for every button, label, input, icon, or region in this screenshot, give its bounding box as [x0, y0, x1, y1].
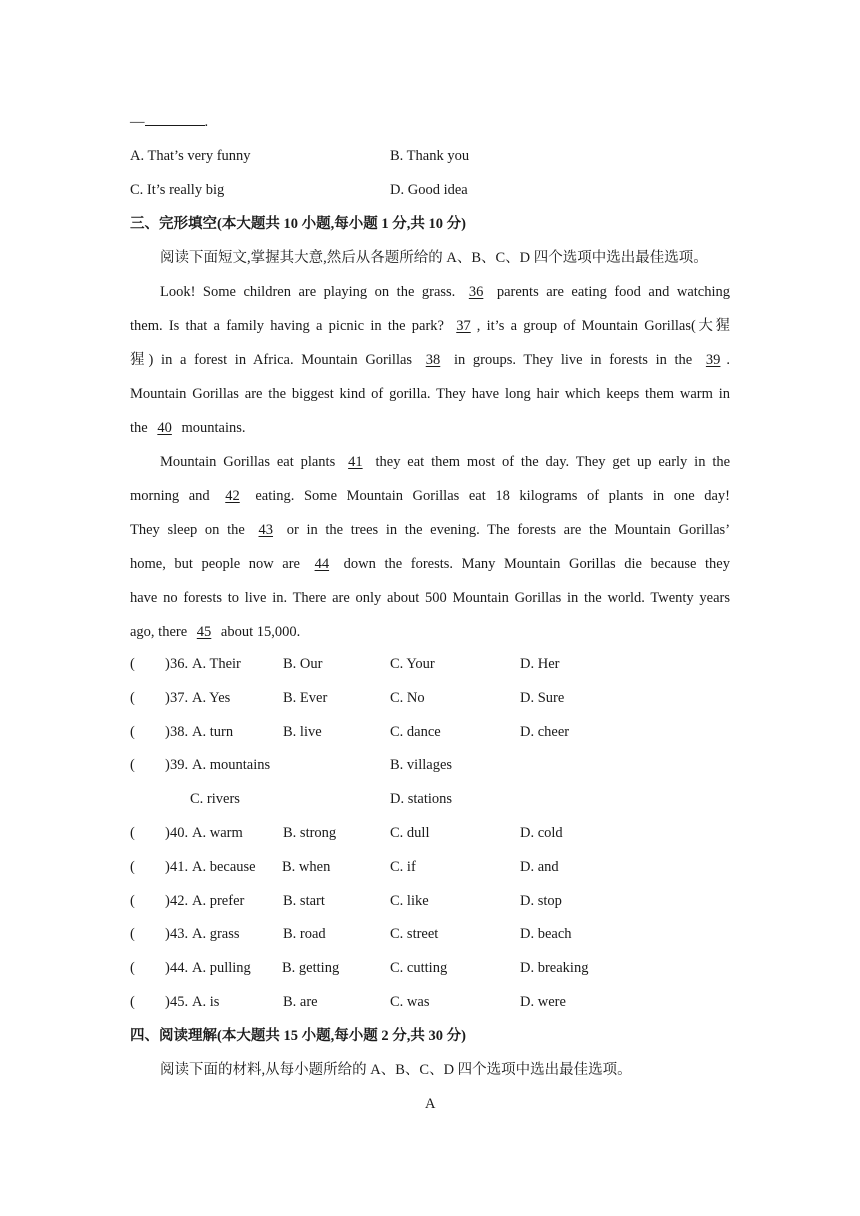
section-heading: 四、阅读理解(本大题共 15 小题,每小题 2 分,共 30 分) — [130, 1028, 466, 1044]
question-number: 42. — [170, 892, 189, 909]
answer-paren[interactable]: ( — [130, 858, 135, 875]
answer-paren-close: ) — [165, 892, 170, 909]
passage-line: have no forests to live in. There are only about 500 Mountain Gorillas in the world. Twenty years — [130, 590, 730, 606]
option-c[interactable]: C. street — [390, 926, 439, 943]
option-b[interactable]: B. Ever — [283, 689, 328, 706]
option-c[interactable]: C. It’s really big — [130, 182, 225, 198]
passage-line: They sleep on the 43 or in the trees in the evening. The forests are the Mountain Gorillas’ — [130, 522, 731, 538]
passage-line: Mountain Gorillas eat plants 41 they eat them most of the day. They get up early in the — [160, 454, 731, 470]
option-c[interactable]: C. No — [390, 689, 425, 706]
option-d[interactable]: D. stations — [390, 791, 453, 808]
answer-paren-close: ) — [165, 723, 170, 740]
passage-line: home, but people now are 44 down the forests. Many Mountain Gorillas die because they — [130, 556, 730, 572]
option-a[interactable]: A. because — [192, 858, 256, 875]
blank-36[interactable]: 36 — [468, 284, 484, 300]
answer-paren[interactable]: ( — [130, 656, 135, 672]
option-c[interactable]: C. was — [390, 994, 430, 1010]
blank-38[interactable]: 38 — [425, 352, 441, 368]
option-b[interactable]: B. Our — [283, 656, 323, 672]
passage-line: the 40 mountains. — [130, 420, 246, 436]
option-a[interactable]: A. pulling — [192, 960, 251, 977]
blank-42[interactable]: 42 — [225, 488, 240, 504]
answer-paren[interactable]: ( — [130, 689, 135, 706]
option-d[interactable]: D. Good idea — [390, 182, 468, 198]
option-b[interactable]: B. live — [283, 723, 322, 740]
answer-paren-close: ) — [165, 994, 170, 1010]
blank-39[interactable]: 39 — [705, 352, 721, 368]
answer-paren[interactable]: ( — [130, 825, 135, 841]
answer-paren[interactable]: ( — [130, 892, 135, 909]
option-c[interactable]: C. cutting — [390, 960, 448, 977]
answer-blank-line — [130, 113, 208, 131]
option-b[interactable]: B. when — [282, 858, 331, 875]
option-c[interactable]: C. if — [390, 858, 416, 875]
option-a[interactable]: A. turn — [192, 723, 234, 740]
question-number: 36. — [170, 656, 189, 672]
answer-paren-close: ) — [165, 926, 170, 943]
question-number: 45. — [170, 994, 189, 1010]
blank-41[interactable]: 41 — [348, 454, 363, 470]
option-c[interactable]: C. dull — [390, 825, 430, 841]
option-b[interactable]: B. strong — [283, 825, 337, 841]
question-number: 44. — [170, 960, 189, 977]
blank-44[interactable]: 44 — [314, 556, 330, 572]
option-d[interactable]: D. cold — [520, 825, 563, 841]
option-a[interactable]: A. warm — [192, 825, 243, 841]
option-c[interactable]: C. rivers — [190, 791, 240, 808]
passage-line: 猩) in a forest in Africa. Mountain Gorillas 38 in groups. They live in forests in the 39 . — [130, 352, 731, 368]
part-label: A — [425, 1096, 436, 1112]
passage-line: Mountain Gorillas are the biggest kind of gorilla. They have long hair which keeps them warm in — [130, 386, 730, 402]
option-a[interactable]: A. That’s very funny — [130, 148, 251, 164]
answer-paren-close: ) — [165, 825, 170, 841]
answer-paren-close: ) — [165, 757, 170, 774]
option-d[interactable]: D. cheer — [520, 723, 570, 740]
option-b[interactable]: B. road — [283, 926, 326, 943]
option-a[interactable]: A. grass — [192, 926, 240, 943]
passage-line: Look! Some children are playing on the grass. 36 parents are eating food and watching — [160, 284, 731, 300]
section-instruction: 阅读下面短文,掌握其大意,然后从各题所给的 A、B、C、D 四个选项中选出最佳选项。 — [160, 250, 708, 266]
passage-line: ago, there 45 about 15,000. — [130, 624, 301, 640]
answer-paren[interactable]: ( — [130, 926, 135, 943]
blank-45[interactable]: 45 — [196, 624, 212, 640]
option-b[interactable]: B. start — [283, 892, 325, 909]
option-d[interactable]: D. breaking — [520, 960, 589, 977]
passage-line: them. Is that a family having a picnic in the park? 37 , it’s a group of Mountain Gorillas(大猩 — [130, 318, 731, 334]
question-number: 43. — [170, 926, 189, 943]
period: . — [204, 114, 209, 130]
option-a[interactable]: A. mountains — [192, 757, 271, 774]
question-number: 37. — [170, 689, 189, 706]
option-a[interactable]: A. is — [192, 994, 220, 1010]
blank-40[interactable]: 40 — [157, 420, 172, 436]
option-d[interactable]: D. Sure — [520, 689, 565, 706]
question-number: 39. — [170, 757, 189, 774]
option-c[interactable]: C. Your — [390, 656, 435, 672]
answer-paren[interactable]: ( — [130, 994, 135, 1010]
blank-43[interactable]: 43 — [258, 522, 274, 538]
question-number: 38. — [170, 723, 189, 740]
option-b[interactable]: B. getting — [282, 960, 340, 977]
option-c[interactable]: C. like — [390, 892, 429, 909]
question-number: 40. — [170, 825, 189, 841]
answer-paren-close: ) — [165, 656, 170, 672]
answer-paren-close: ) — [165, 858, 170, 875]
passage-line: morning and 42 eating. Some Mountain Gorillas eat 18 kilograms of plants in one day! — [130, 488, 731, 504]
answer-paren-close: ) — [165, 689, 170, 706]
section-instruction: 阅读下面的材料,从每小题所给的 A、B、C、D 四个选项中选出最佳选项。 — [160, 1062, 632, 1078]
option-a[interactable]: A. Their — [192, 656, 241, 672]
answer-paren-close: ) — [165, 960, 170, 977]
option-a[interactable]: A. Yes — [192, 689, 231, 706]
option-d[interactable]: D. stop — [520, 892, 562, 909]
option-b[interactable]: B. are — [283, 994, 318, 1010]
option-d[interactable]: D. Her — [520, 656, 560, 672]
option-b[interactable]: B. Thank you — [390, 148, 470, 164]
section-heading: 三、完形填空(本大题共 10 小题,每小题 1 分,共 10 分) — [130, 216, 466, 232]
option-d[interactable]: D. and — [520, 858, 559, 875]
option-d[interactable]: D. beach — [520, 926, 572, 943]
dash: — — [130, 114, 145, 130]
answer-paren[interactable]: ( — [130, 757, 135, 774]
answer-blank[interactable] — [145, 113, 205, 126]
blank-37[interactable]: 37 — [456, 318, 471, 334]
option-a[interactable]: A. prefer — [192, 892, 245, 909]
option-b[interactable]: B. villages — [390, 757, 453, 774]
answer-paren[interactable]: ( — [130, 723, 135, 740]
question-number: 41. — [170, 858, 189, 875]
option-c[interactable]: C. dance — [390, 723, 441, 740]
answer-paren[interactable]: ( — [130, 960, 135, 977]
option-d[interactable]: D. were — [520, 994, 566, 1010]
